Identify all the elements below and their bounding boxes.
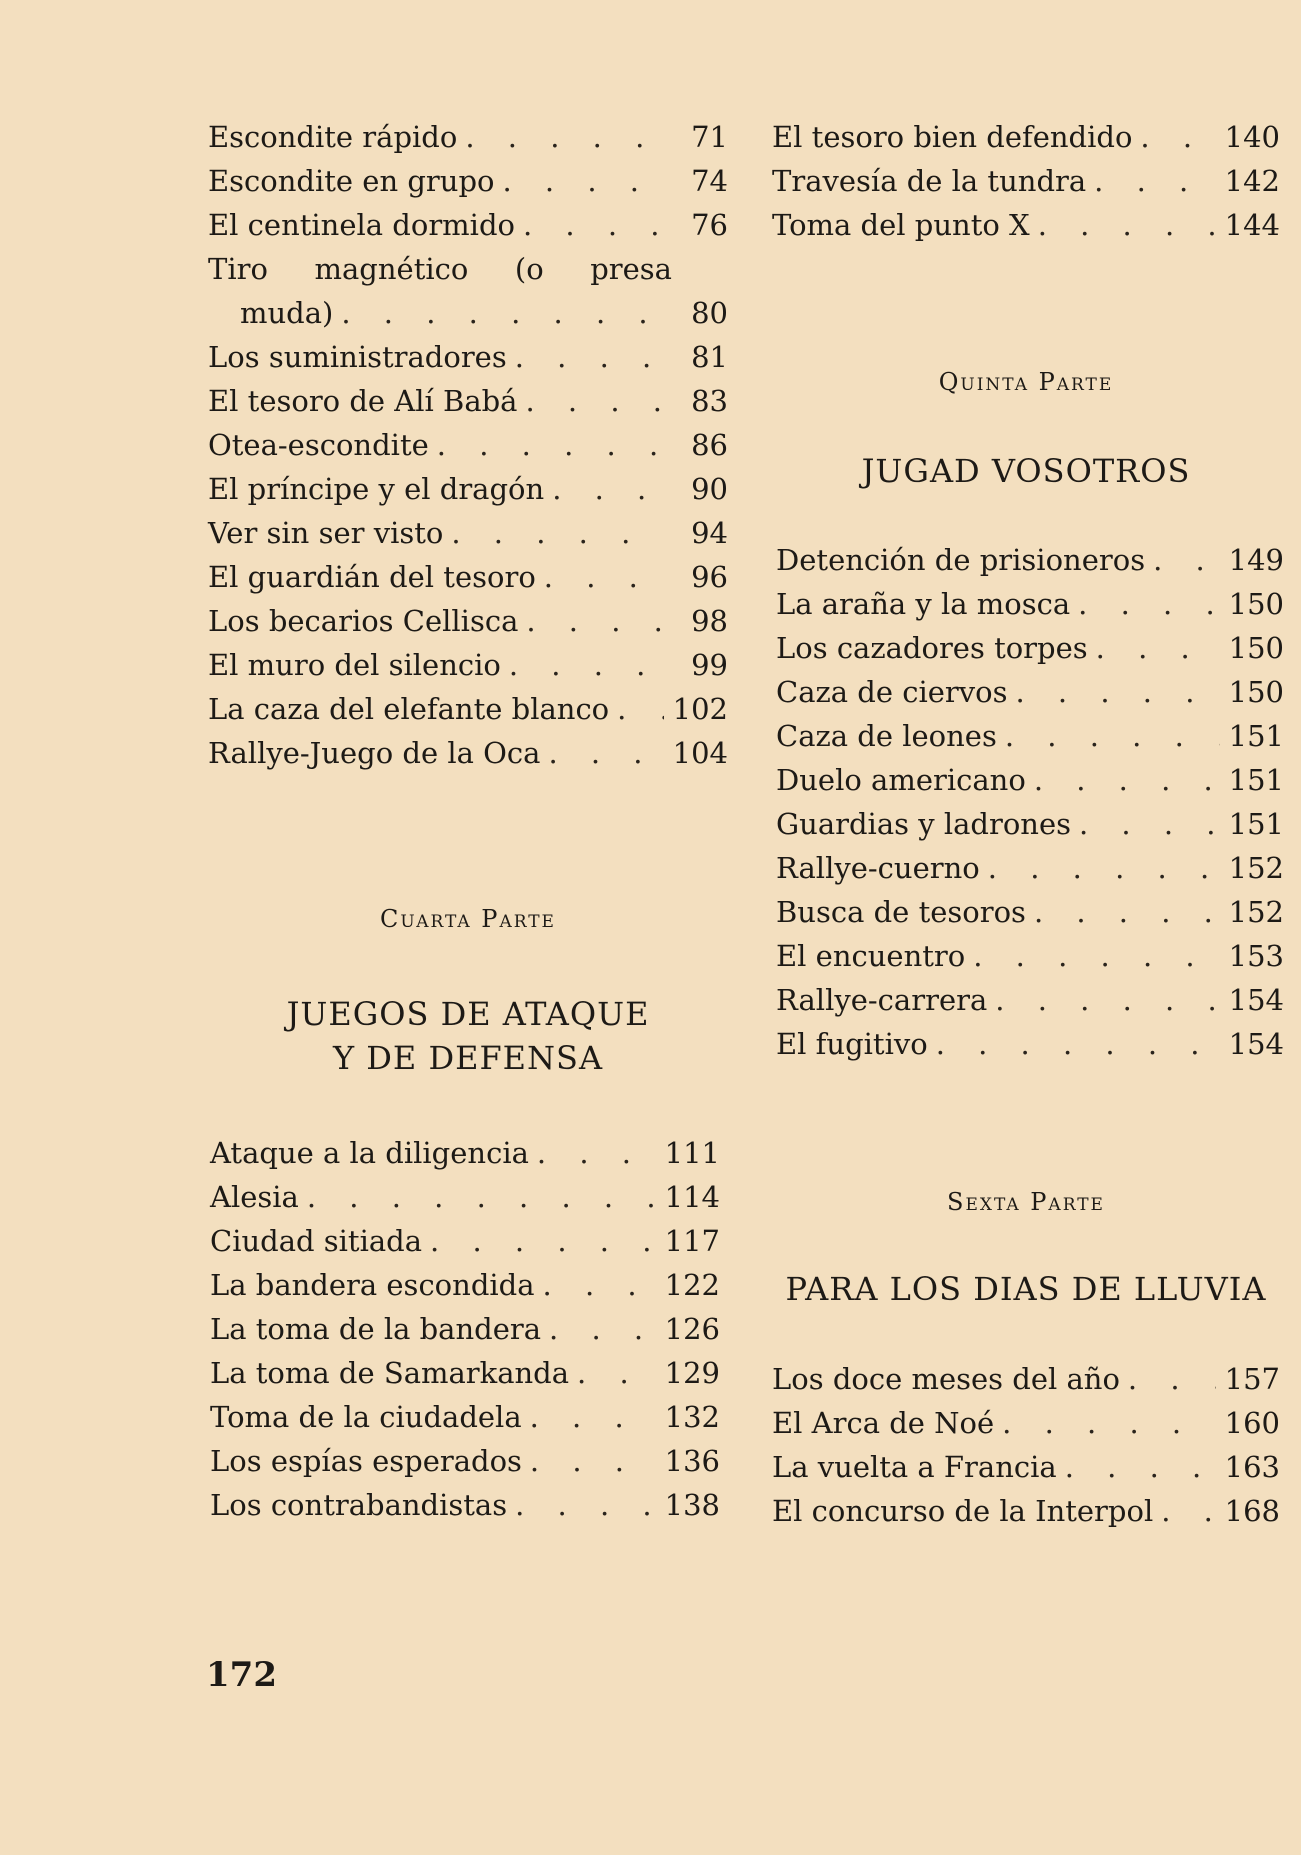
dot-leader [526, 599, 664, 643]
toc-entry [772, 1489, 1280, 1533]
right-top-toc [772, 115, 1280, 247]
dot-leader [307, 1175, 656, 1219]
entry-title: Detención de prisioneros [776, 543, 1146, 577]
entry-page: 104 [672, 736, 728, 770]
toc-entry [776, 934, 1284, 978]
toc-entry [772, 203, 1280, 247]
toc-entry [210, 1307, 720, 1351]
dot-leader [530, 1439, 656, 1483]
page-number: 172 [206, 1655, 277, 1695]
entry-page: 102 [672, 692, 728, 726]
entry-title: Toma del punto X [772, 208, 1030, 242]
toc-list [208, 115, 728, 775]
entry-title: Rallye-carrera [776, 983, 988, 1017]
dot-leader [995, 978, 1220, 1022]
dot-leader [1079, 802, 1220, 846]
toc-entry [776, 846, 1284, 890]
entry-title: Duelo americano [776, 763, 1026, 797]
dot-leader [1005, 714, 1220, 758]
toc-entry [776, 538, 1284, 582]
entry-page: 136 [664, 1444, 720, 1478]
entry-page: 96 [691, 560, 728, 594]
toc-entry [210, 1263, 720, 1307]
toc-entry-wrapped [208, 247, 728, 291]
cuarta-parte-heading [208, 905, 728, 933]
entry-page: 98 [691, 604, 728, 638]
sexta-parte-title [770, 1267, 1282, 1311]
dot-leader [1002, 1401, 1216, 1445]
entry-title: Ciudad sitiada [210, 1224, 423, 1258]
entry-page: 99 [691, 648, 728, 682]
entry-word: magnético [314, 252, 469, 286]
toc-entry [208, 203, 728, 247]
dot-leader [530, 1395, 656, 1439]
entry-title: El centinela dormido [208, 208, 515, 242]
entry-page: 76 [691, 208, 728, 242]
toc-entry [776, 582, 1284, 626]
entry-title: Ver sin ser visto [208, 516, 444, 550]
toc-entry-continuation [208, 291, 728, 335]
entry-title: El príncipe y el dragón [208, 472, 545, 506]
entry-page: 111 [664, 1136, 720, 1170]
entry-page: 114 [664, 1180, 720, 1214]
toc-entry [208, 555, 728, 599]
entry-title: Los contrabandistas [210, 1488, 508, 1522]
dot-leader [973, 934, 1220, 978]
entry-page: 157 [1224, 1362, 1280, 1396]
quinta-parte-heading [772, 368, 1280, 396]
entry-title: El muro del silencio [208, 648, 501, 682]
quinta-parte-title [772, 449, 1280, 493]
toc-entry [208, 687, 728, 731]
quinta-parte-toc [776, 538, 1284, 1066]
entry-page: 151 [1228, 763, 1284, 797]
dot-leader [552, 467, 664, 511]
dot-leader [451, 511, 664, 555]
toc-entry [776, 758, 1284, 802]
dot-leader [1034, 758, 1220, 802]
section-label: Cuarta Parte [380, 905, 556, 933]
toc-entry [208, 731, 728, 775]
dot-leader [549, 1307, 656, 1351]
entry-title: El Arca de Noé [772, 1406, 995, 1440]
dot-leader [1094, 159, 1216, 203]
entry-page: 168 [1224, 1494, 1280, 1528]
toc-entry [772, 1445, 1280, 1489]
entry-page: 117 [664, 1224, 720, 1258]
entry-title: La bandera escondida [210, 1268, 535, 1302]
dot-leader [548, 731, 664, 775]
entry-title: La caza del elefante blanco [208, 692, 610, 726]
entry-title: Caza de ciervos [776, 675, 1008, 709]
entry-page: 83 [691, 384, 728, 418]
entry-page: 152 [1228, 851, 1284, 885]
entry-page: 152 [1228, 895, 1284, 929]
dot-leader [437, 423, 664, 467]
entry-title: Otea-escondite [208, 428, 429, 462]
toc-entry [208, 335, 728, 379]
dot-leader [544, 555, 664, 599]
toc-entry [776, 1022, 1284, 1066]
toc-entry [776, 714, 1284, 758]
toc-list [772, 1357, 1280, 1533]
entry-title: Los doce meses del año [772, 1362, 1120, 1396]
entry-page: 154 [1228, 983, 1284, 1017]
toc-entry [210, 1439, 720, 1483]
dot-leader [523, 203, 664, 247]
toc-entry [776, 890, 1284, 934]
toc-entry [210, 1351, 720, 1395]
entry-page: 129 [664, 1356, 720, 1390]
toc-list [776, 538, 1284, 1066]
toc-entry [208, 379, 728, 423]
entry-title: La toma de Samarkanda [210, 1356, 570, 1390]
entry-page: 90 [691, 472, 728, 506]
entry-page: 81 [691, 340, 728, 374]
toc-entry [776, 978, 1284, 1022]
dot-leader [1078, 582, 1220, 626]
section-title: PARA LOS DIAS DE LLUVIA [785, 1270, 1267, 1308]
entry-title: La araña y la mosca [776, 587, 1071, 621]
entry-page: 94 [691, 516, 728, 550]
entry-title: Rallye-cuerno [776, 851, 980, 885]
entry-title: Travesía de la tundra [772, 164, 1087, 198]
left-top-toc [208, 115, 728, 775]
dot-leader [1034, 890, 1220, 934]
toc-entry [210, 1483, 720, 1527]
dot-leader [543, 1263, 656, 1307]
entry-page: 126 [664, 1312, 720, 1346]
entry-title: Guardias y ladrones [776, 807, 1071, 841]
entry-page: 138 [664, 1488, 720, 1522]
entry-word: Tiro [208, 252, 268, 286]
entry-title: Los suministradores [208, 340, 507, 374]
entry-page: 144 [1224, 208, 1280, 242]
toc-entry [210, 1395, 720, 1439]
toc-entry [776, 626, 1284, 670]
entry-title: Alesia [210, 1180, 299, 1214]
dot-leader [1161, 1489, 1216, 1533]
dot-leader [537, 1131, 656, 1175]
sexta-parte-heading [772, 1188, 1280, 1216]
entry-page: 151 [1228, 719, 1284, 753]
cuarta-parte-title [208, 992, 728, 1080]
entry-page: 160 [1224, 1406, 1280, 1440]
entry-title: Los espías esperados [210, 1444, 522, 1478]
dot-leader [1096, 626, 1220, 670]
entry-page: 149 [1228, 543, 1284, 577]
toc-list [772, 115, 1280, 247]
entry-page: 86 [691, 428, 728, 462]
entry-title: El tesoro de Alí Babá [208, 384, 518, 418]
entry-page: 151 [1228, 807, 1284, 841]
dot-leader [1140, 115, 1216, 159]
entry-title: La toma de la bandera [210, 1312, 542, 1346]
entry-word: (o [514, 252, 544, 286]
toc-entry [208, 467, 728, 511]
entry-title: El concurso de la Interpol [772, 1494, 1154, 1528]
entry-title: El fugitivo [776, 1027, 928, 1061]
entry-page: 150 [1228, 675, 1284, 709]
entry-title: El encuentro [776, 939, 966, 973]
entry-page: 74 [691, 164, 728, 198]
toc-entry [776, 802, 1284, 846]
entry-page: 122 [664, 1268, 720, 1302]
dot-leader [509, 643, 664, 687]
toc-entry [208, 423, 728, 467]
toc-entry [208, 643, 728, 687]
entry-page: 80 [691, 296, 728, 330]
section-title-line2: Y DE DEFENSA [332, 1039, 604, 1077]
toc-entry [772, 1357, 1280, 1401]
dot-leader [525, 379, 664, 423]
dot-leader [617, 687, 664, 731]
toc-entry [210, 1175, 720, 1219]
dot-leader [503, 159, 665, 203]
section-title-line1: JUEGOS DE ATAQUE [286, 995, 650, 1033]
dot-leader [430, 1219, 656, 1263]
dot-leader [1065, 1445, 1216, 1489]
entry-page: 142 [1224, 164, 1280, 198]
toc-entry [210, 1219, 720, 1263]
entry-title: La vuelta a Francia [772, 1450, 1057, 1484]
section-title: JUGAD VOSOTROS [861, 452, 1191, 490]
toc-entry [772, 159, 1280, 203]
toc-entry [208, 511, 728, 555]
entry-page: 163 [1224, 1450, 1280, 1484]
toc-entry [208, 115, 728, 159]
dot-leader [936, 1022, 1220, 1066]
entry-page: 150 [1228, 587, 1284, 621]
section-label: Sexta Parte [947, 1188, 1105, 1216]
toc-entry [210, 1131, 720, 1175]
entry-page: 150 [1228, 631, 1284, 665]
entry-title: Los becarios Cellisca [208, 604, 519, 638]
entry-title: El guardián del tesoro [208, 560, 536, 594]
dot-leader [465, 115, 664, 159]
sexta-parte-toc [772, 1357, 1280, 1533]
dot-leader [341, 291, 664, 335]
entry-title: Los cazadores torpes [776, 631, 1088, 665]
toc-entry [772, 1401, 1280, 1445]
entry-page: 140 [1224, 120, 1280, 154]
cuarta-parte-toc [210, 1131, 720, 1527]
section-label: Quinta Parte [938, 368, 1114, 396]
entry-title: Ataque a la diligencia [210, 1136, 529, 1170]
entry-title: Busca de tesoros [776, 895, 1026, 929]
entry-title: Escondite rápido [208, 120, 458, 154]
dot-leader [1015, 670, 1220, 714]
toc-entry [776, 670, 1284, 714]
entry-title: muda) [240, 296, 334, 330]
dot-leader [988, 846, 1220, 890]
entry-title: Toma de la ciudadela [210, 1400, 522, 1434]
toc-entry [208, 599, 728, 643]
entry-title: Escondite en grupo [208, 164, 495, 198]
entry-page: 71 [691, 120, 728, 154]
entry-title: Rallye-Juego de la Oca [208, 736, 541, 770]
dot-leader [1153, 538, 1220, 582]
entry-page: 154 [1228, 1027, 1284, 1061]
dot-leader [1128, 1357, 1216, 1401]
toc-entry [208, 159, 728, 203]
toc-entry [772, 115, 1280, 159]
entry-title: El tesoro bien defendido [772, 120, 1133, 154]
entry-page: 132 [664, 1400, 720, 1434]
dot-leader [1038, 203, 1216, 247]
entry-title: Caza de leones [776, 719, 997, 753]
dot-leader [515, 335, 664, 379]
dot-leader [577, 1351, 656, 1395]
entry-page: 153 [1228, 939, 1284, 973]
toc-list [210, 1131, 720, 1527]
entry-word: presa [590, 252, 672, 286]
dot-leader [515, 1483, 656, 1527]
